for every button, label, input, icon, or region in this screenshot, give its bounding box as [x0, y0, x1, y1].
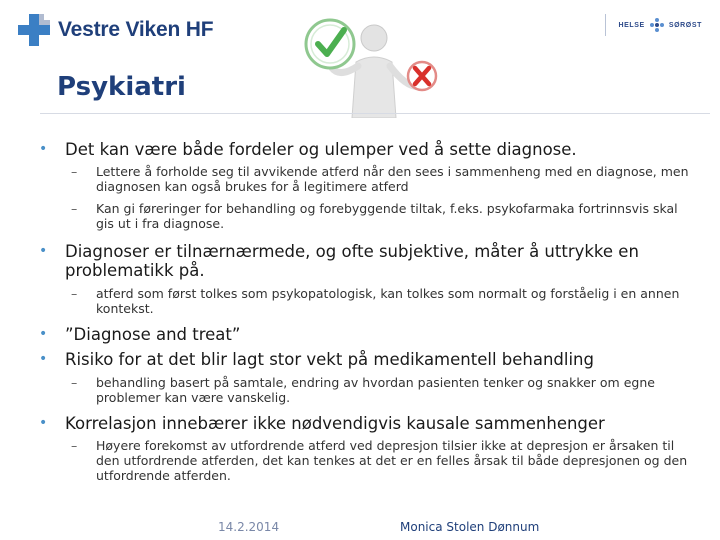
title-divider — [40, 113, 710, 114]
bullet-marker: • — [39, 243, 48, 259]
bullet-text: Diagnoser er tilnærnærmede, og ofte subjektive, måter å uttrykke en problematikk på. — [65, 242, 639, 280]
sub-bullet-text: behandling basert på samtale, endring av hvordan pasienten tenker og snakker om egne problemer kan være vanskelig. — [96, 375, 655, 405]
partner-dots-icon — [649, 17, 665, 33]
sub-bullet-2-1 — [71, 286, 696, 316]
org-name: Vestre Viken HF — [58, 18, 214, 41]
bullet-3 — [39, 325, 695, 344]
sub-bullet-4-1 — [71, 375, 696, 405]
logo-divider — [605, 14, 606, 36]
page-title: Psykiatri — [57, 72, 186, 102]
sub-bullet-text: atferd som først tolkes som psykopatologisk, kan tolkes som normalt og forståelig i en annen kontekst. — [96, 286, 680, 316]
bullet-text: Korrelasjon innebærer ikke nødvendigvis kausale sammenhenger — [65, 414, 605, 433]
sub-bullet-1-2 — [71, 201, 696, 231]
dash-marker: – — [71, 201, 78, 216]
hand-holding-check-and-cross-icon — [296, 4, 446, 118]
sub-bullet-5-1 — [71, 438, 696, 483]
dash-marker: – — [71, 438, 78, 453]
bullet-4 — [39, 350, 695, 369]
bullet-text: Risiko for at det blir lagt stor vekt på medikamentell behandling — [65, 350, 594, 369]
bullet-marker: • — [39, 326, 48, 342]
dash-marker: – — [71, 286, 78, 301]
footer-date: 14.2.2014 — [218, 520, 280, 534]
footer-author: Monica Stolen Dønnum — [400, 520, 540, 534]
bullet-marker: • — [39, 141, 48, 157]
bullet-text: Det kan være både fordeler og ulemper ved å sette diagnose. — [65, 140, 577, 159]
org-logo — [16, 12, 213, 48]
bullet-2 — [39, 242, 695, 280]
sub-bullet-text: Lettere å forholde seg til avvikende atferd når den sees i sammenheng med en diagnose, men diagnosen kan også brukes for å legitimere atferd — [96, 164, 689, 194]
bullet-5 — [39, 414, 695, 433]
bullet-marker: • — [39, 415, 48, 431]
sub-bullet-text: Kan gi føreringer for behandling og forebyggende tiltak, f.eks. psykofarmaka fortrinnsvis skal gis ut i fra diagnose. — [96, 201, 678, 231]
org-cross-icon — [16, 12, 52, 48]
sub-bullet-text: Høyere forekomst av utfordrende atferd ved depresjon tilsier ikke at depresjon er årsaken til den utfordrende atferden, det kan tenkes at det er en felles årsak til både depresjonen og den utfordrende atferden. — [96, 438, 688, 483]
partner-logo-right-text: SØRØST — [668, 21, 702, 29]
bullet-marker: • — [39, 351, 48, 367]
partner-logo-left-text: HELSE — [618, 21, 645, 29]
bullet-text: ”Diagnose and treat” — [65, 325, 241, 344]
bullet-1 — [39, 140, 695, 159]
dash-marker: – — [71, 375, 78, 390]
dash-marker: – — [71, 164, 78, 179]
sub-bullet-1-1 — [71, 164, 696, 194]
partner-logo — [605, 14, 702, 36]
